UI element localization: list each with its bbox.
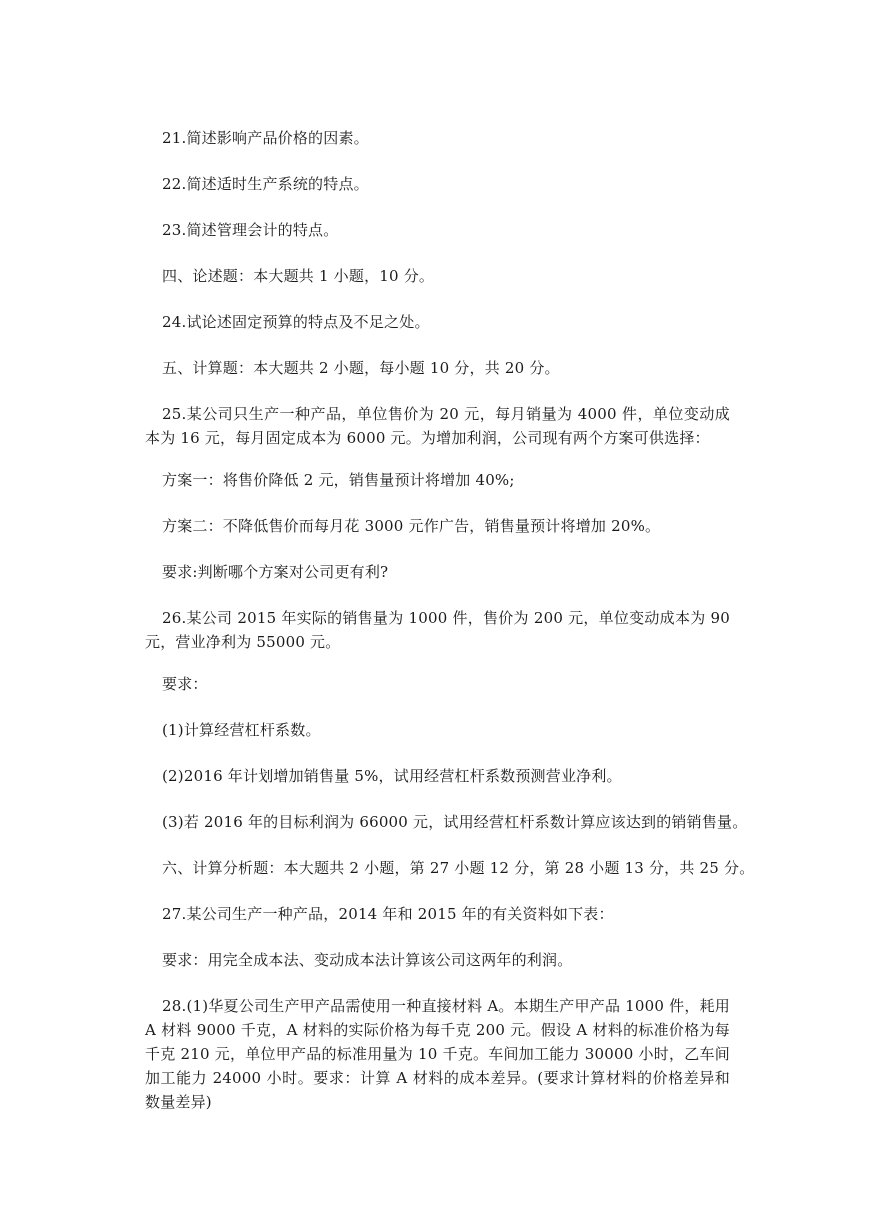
question-27-requirement: 要求：用完全成本法、变动成本法计算该公司这两年的利润。 — [162, 951, 573, 969]
section-5-heading: 五、计算题：本大题共 2 小题，每小题 10 分，共 20 分。 — [162, 359, 560, 377]
question-25: 25.某公司只生产一种产品，单位售价为 20 元，每月销量为 4000 件，单位变动成本为 16 元，每月固定成本为 6000 元。为增加利润，公司现有两个方案可供选择： — [145, 405, 730, 447]
section-6-heading: 六、计算分析题：本大题共 2 小题，第 27 小题 12 分，第 28 小题 13 分，共 25 分。 — [162, 859, 755, 877]
question-26-part-2: (2)2016 年计划增加销售量 5%，试用经营杠杆系数预测营业净利。 — [162, 767, 622, 785]
question-24: 24.试论述固定预算的特点及不足之处。 — [162, 313, 430, 331]
question-21: 21.简述影响产品价格的因素。 — [162, 129, 369, 147]
question-26: 26.某公司 2015 年实际的销售量为 1000 件，售价为 200 元，单位变动成本为 90 元，营业净利为 55000 元。 — [145, 609, 730, 651]
question-26-part-1: (1)计算经营杠杆系数。 — [162, 721, 321, 739]
question-25-plan-2: 方案二：不降低售价而每月花 3000 元作广告，销售量预计将增加 20%。 — [162, 517, 661, 535]
section-4-heading: 四、论述题：本大题共 1 小题，10 分。 — [162, 267, 435, 285]
question-26-requirement: 要求： — [162, 675, 208, 693]
question-25-plan-1: 方案一：将售价降低 2 元，销售量预计将增加 40%; — [162, 471, 515, 489]
question-22: 22.简述适时生产系统的特点。 — [162, 175, 369, 193]
question-23: 23.简述管理会计的特点。 — [162, 221, 339, 239]
question-25-requirement: 要求:判断哪个方案对公司更有利? — [162, 563, 389, 581]
question-27: 27.某公司生产一种产品，2014 年和 2015 年的有关资料如下表： — [162, 905, 614, 923]
question-26-part-3: (3)若 2016 年的目标利润为 66000 元，试用经营杠杆系数计算应该达到的销销售量。 — [162, 813, 748, 831]
question-28: 28.(1)华夏公司生产甲产品需使用一种直接材料 A。本期生产甲产品 1000 件，耗用 A 材料 9000 千克，A 材料的实际价格为每千克 200 元。假设 A 材料的标准价格为每千克 210 元，单位甲产品的标准用量为 10 千克。车间加工能力 30000 小时，乙车间加工能力 24000 小时。要求：计算 A 材料的成本差异。(要求计算材料的价格差异和数量差异) — [145, 997, 730, 1111]
